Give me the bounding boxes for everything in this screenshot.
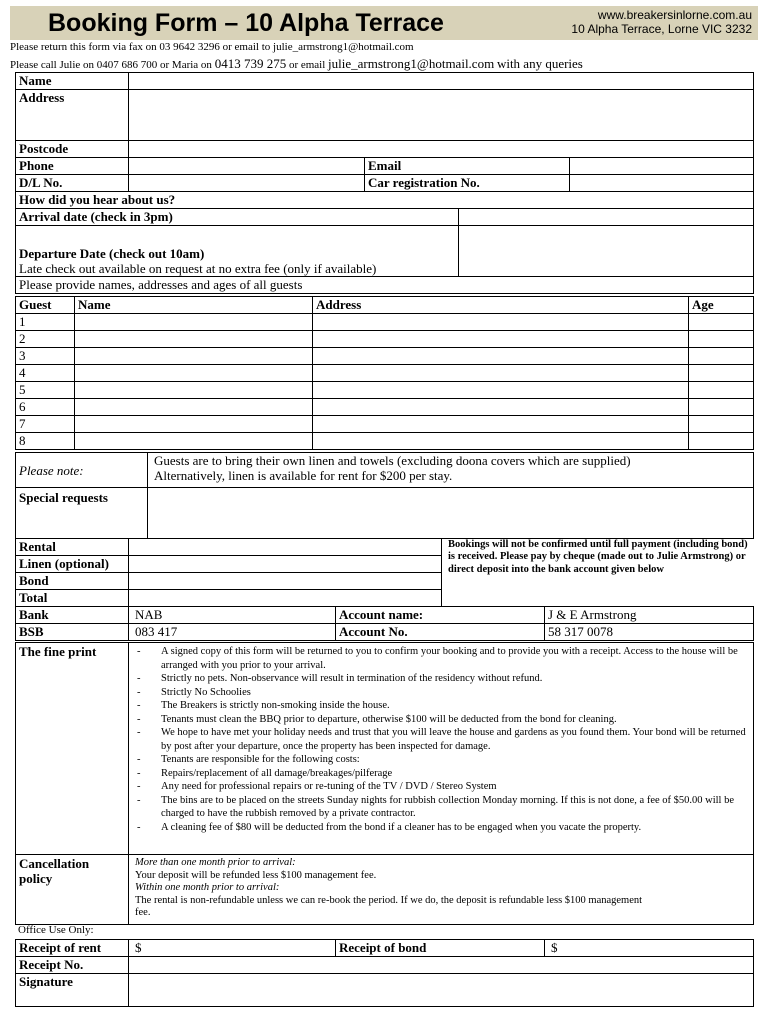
guest-number: 8 xyxy=(16,433,75,450)
postcode-label: Postcode xyxy=(16,141,129,158)
receipt-rent-label: Receipt of rent xyxy=(16,940,129,957)
bsb-value: 083 417 xyxy=(129,624,336,641)
bank-value: NAB xyxy=(129,607,336,624)
list-item: - Tenants must clean the BBQ prior to departure, otherwise $100 will be deducted from the bond for cleaning. xyxy=(161,713,747,727)
form-title: Booking Form – 10 Alpha Terrace xyxy=(48,9,444,37)
guest-address-field[interactable] xyxy=(313,331,689,348)
cancellation-text xyxy=(129,855,754,925)
table-row xyxy=(16,331,754,348)
guest-name-field[interactable] xyxy=(75,433,313,450)
office-table xyxy=(15,939,754,1007)
dl-label: D/L No. xyxy=(16,175,129,192)
list-item: - A signed copy of this form will be returned to you to confirm your booking and to provide you with a receipt. Access to the house will be arranged with you prior to your arrival. xyxy=(161,645,747,672)
details-table xyxy=(15,72,754,294)
total-field[interactable] xyxy=(129,590,442,607)
receipt-no-field[interactable] xyxy=(129,957,754,974)
query-instructions: Please call Julie on 0407 686 700 or Maria on 0413 739 275 or email julie_armstrong1@hotmail.com with any queries xyxy=(10,56,583,71)
list-item: - A cleaning fee of $80 will be deducted from the bond if a cleaner has to be engaged when you vacate the property. xyxy=(161,821,747,835)
guest-name-field[interactable] xyxy=(75,399,313,416)
payment-table xyxy=(15,538,754,641)
table-row xyxy=(16,314,754,331)
guest-age-field[interactable] xyxy=(689,382,754,399)
address-label: Address xyxy=(16,90,129,141)
guest-age-field[interactable] xyxy=(689,416,754,433)
cancellation-label: Cancellation policy xyxy=(16,855,129,925)
guest-age-field[interactable] xyxy=(689,331,754,348)
name-field[interactable] xyxy=(129,73,754,90)
list-item: - Tenants are responsible for the following costs: xyxy=(161,753,747,767)
receipt-no-label: Receipt No. xyxy=(16,957,129,974)
list-item: - Any need for professional repairs or re-tuning of the TV / DVD / Stereo System xyxy=(161,780,747,794)
account-no-label: Account No. xyxy=(336,624,545,641)
departure-field[interactable] xyxy=(459,226,754,277)
linen-field[interactable] xyxy=(129,556,442,573)
car-label: Car registration No. xyxy=(365,175,570,192)
receipt-bond-label: Receipt of bond xyxy=(336,940,545,957)
late-checkout-note: Late check out available on request at no extra fee (only if available) xyxy=(19,261,377,276)
departure-cell xyxy=(16,226,459,277)
guest-address-field[interactable] xyxy=(313,365,689,382)
guest-number: 1 xyxy=(16,314,75,331)
bank-label: Bank xyxy=(16,607,129,624)
cancel-text-1: Your deposit will be refunded less $100 management fee. xyxy=(135,869,377,881)
office-use-label: Office Use Only: xyxy=(18,924,94,936)
terms-table xyxy=(15,642,754,925)
list-item: - Repairs/replacement of all damage/breakages/pilferage xyxy=(161,767,747,781)
guest-name-field[interactable] xyxy=(75,416,313,433)
guest-number: 3 xyxy=(16,348,75,365)
guest-number: 6 xyxy=(16,399,75,416)
cancel-text-2: The rental is non-refundable unless we can re-book the period. If we do, the deposit is refundable less $100 management fee. xyxy=(135,894,643,918)
email-label: Email xyxy=(365,158,570,175)
list-item: - We hope to have met your holiday needs and trust that you will leave the house and gardens as you found them. Your bond will be returned by post after your departure, once the property has been inspected for damage. xyxy=(161,726,747,753)
table-row xyxy=(16,365,754,382)
header-bar xyxy=(10,6,758,40)
guest-age-field[interactable] xyxy=(689,399,754,416)
address-col-header: Address xyxy=(313,297,689,314)
receipt-rent-field[interactable]: $ xyxy=(129,940,336,957)
guest-address-field[interactable] xyxy=(313,314,689,331)
receipt-bond-field[interactable]: $ xyxy=(545,940,754,957)
table-row xyxy=(16,399,754,416)
property-address: 10 Alpha Terrace, Lorne VIC 3232 xyxy=(571,22,752,36)
postcode-field[interactable] xyxy=(129,141,754,158)
bond-label: Bond xyxy=(16,573,129,590)
table-row xyxy=(16,416,754,433)
email-field[interactable] xyxy=(570,158,754,175)
guest-number: 7 xyxy=(16,416,75,433)
list-item: - The bins are to be placed on the streets Sunday nights for rubbish collection Monday morning. If this is not done, a fee of $50.00 will be charged to have the rubbish removed by a private contractor. xyxy=(161,794,747,821)
guest-age-field[interactable] xyxy=(689,348,754,365)
rental-label: Rental xyxy=(16,539,129,556)
list-item: - Strictly No Schoolies xyxy=(161,686,747,700)
header-contact xyxy=(571,8,752,36)
list-item: - The Breakers is strictly non-smoking inside the house. xyxy=(161,699,747,713)
special-requests-field[interactable] xyxy=(148,488,754,539)
guest-address-field[interactable] xyxy=(313,433,689,450)
cancel-heading-2: Within one month prior to arrival: xyxy=(135,882,280,893)
account-name-value: J & E Armstrong xyxy=(545,607,754,624)
guest-age-field[interactable] xyxy=(689,314,754,331)
return-instructions: Please return this form via fax on 03 9642 3296 or email to julie_armstrong1@hotmail.com xyxy=(10,41,414,53)
bond-field[interactable] xyxy=(129,573,442,590)
payment-notice: Bookings will not be confirmed until full payment (including bond) is received. Please pay by cheque (made out to Julie Armstrong) or direct deposit into the bank account given below xyxy=(448,538,748,575)
guest-address-field[interactable] xyxy=(313,399,689,416)
guest-name-field[interactable] xyxy=(75,382,313,399)
guests-table xyxy=(15,296,754,450)
account-name-label: Account name: xyxy=(336,607,545,624)
table-row xyxy=(16,433,754,450)
cancel-heading-1: More than one month prior to arrival: xyxy=(135,857,296,868)
name-col-header: Name xyxy=(75,297,313,314)
guest-age-field[interactable] xyxy=(689,433,754,450)
guest-address-field[interactable] xyxy=(313,382,689,399)
table-row xyxy=(16,382,754,399)
arrival-field[interactable] xyxy=(459,209,754,226)
dl-field[interactable] xyxy=(129,175,365,192)
signature-label: Signature xyxy=(16,974,129,1007)
special-requests-label: Special requests xyxy=(16,488,148,539)
guest-number: 5 xyxy=(16,382,75,399)
account-no-value: 58 317 0078 xyxy=(545,624,754,641)
rental-field[interactable] xyxy=(129,539,442,556)
car-field[interactable] xyxy=(570,175,754,192)
guest-name-field[interactable] xyxy=(75,348,313,365)
guest-name-field[interactable] xyxy=(75,314,313,331)
total-label: Total xyxy=(16,590,129,607)
website-text: www.breakersinlorne.com.au xyxy=(597,8,752,22)
guest-name-field[interactable] xyxy=(75,365,313,382)
please-note-label: Please note: xyxy=(16,453,148,488)
phone-field[interactable] xyxy=(129,158,365,175)
guest-number: 4 xyxy=(16,365,75,382)
hear-about-us-label[interactable]: How did you hear about us? xyxy=(16,192,754,209)
fine-print-list xyxy=(129,643,754,855)
guest-address-field[interactable] xyxy=(313,348,689,365)
guest-number: 2 xyxy=(16,331,75,348)
linen-note: Guests are to bring their own linen and towels (excluding doona covers which are supplied) Alternatively, linen is available for rent for $200 per stay. xyxy=(148,453,754,488)
guest-address-field[interactable] xyxy=(313,416,689,433)
linen-label: Linen (optional) xyxy=(16,556,129,573)
guests-intro: Please provide names, addresses and ages of all guests xyxy=(16,277,754,294)
departure-label: Departure Date (check out 10am) xyxy=(19,246,205,261)
arrival-label: Arrival date (check in 3pm) xyxy=(16,209,459,226)
guest-col-header: Guest xyxy=(16,297,75,314)
bsb-label: BSB xyxy=(16,624,129,641)
signature-field[interactable] xyxy=(129,974,754,1007)
guest-age-field[interactable] xyxy=(689,365,754,382)
fine-print-label: The fine print xyxy=(16,643,129,855)
phone-label: Phone xyxy=(16,158,129,175)
table-row xyxy=(16,348,754,365)
address-field[interactable] xyxy=(129,90,754,141)
guest-name-field[interactable] xyxy=(75,331,313,348)
fine-print-items xyxy=(137,645,747,834)
note-table xyxy=(15,452,754,539)
age-col-header: Age xyxy=(689,297,754,314)
name-label: Name xyxy=(16,73,129,90)
list-item: - Strictly no pets. Non-observance will result in termination of the residency without refund. xyxy=(161,672,747,686)
